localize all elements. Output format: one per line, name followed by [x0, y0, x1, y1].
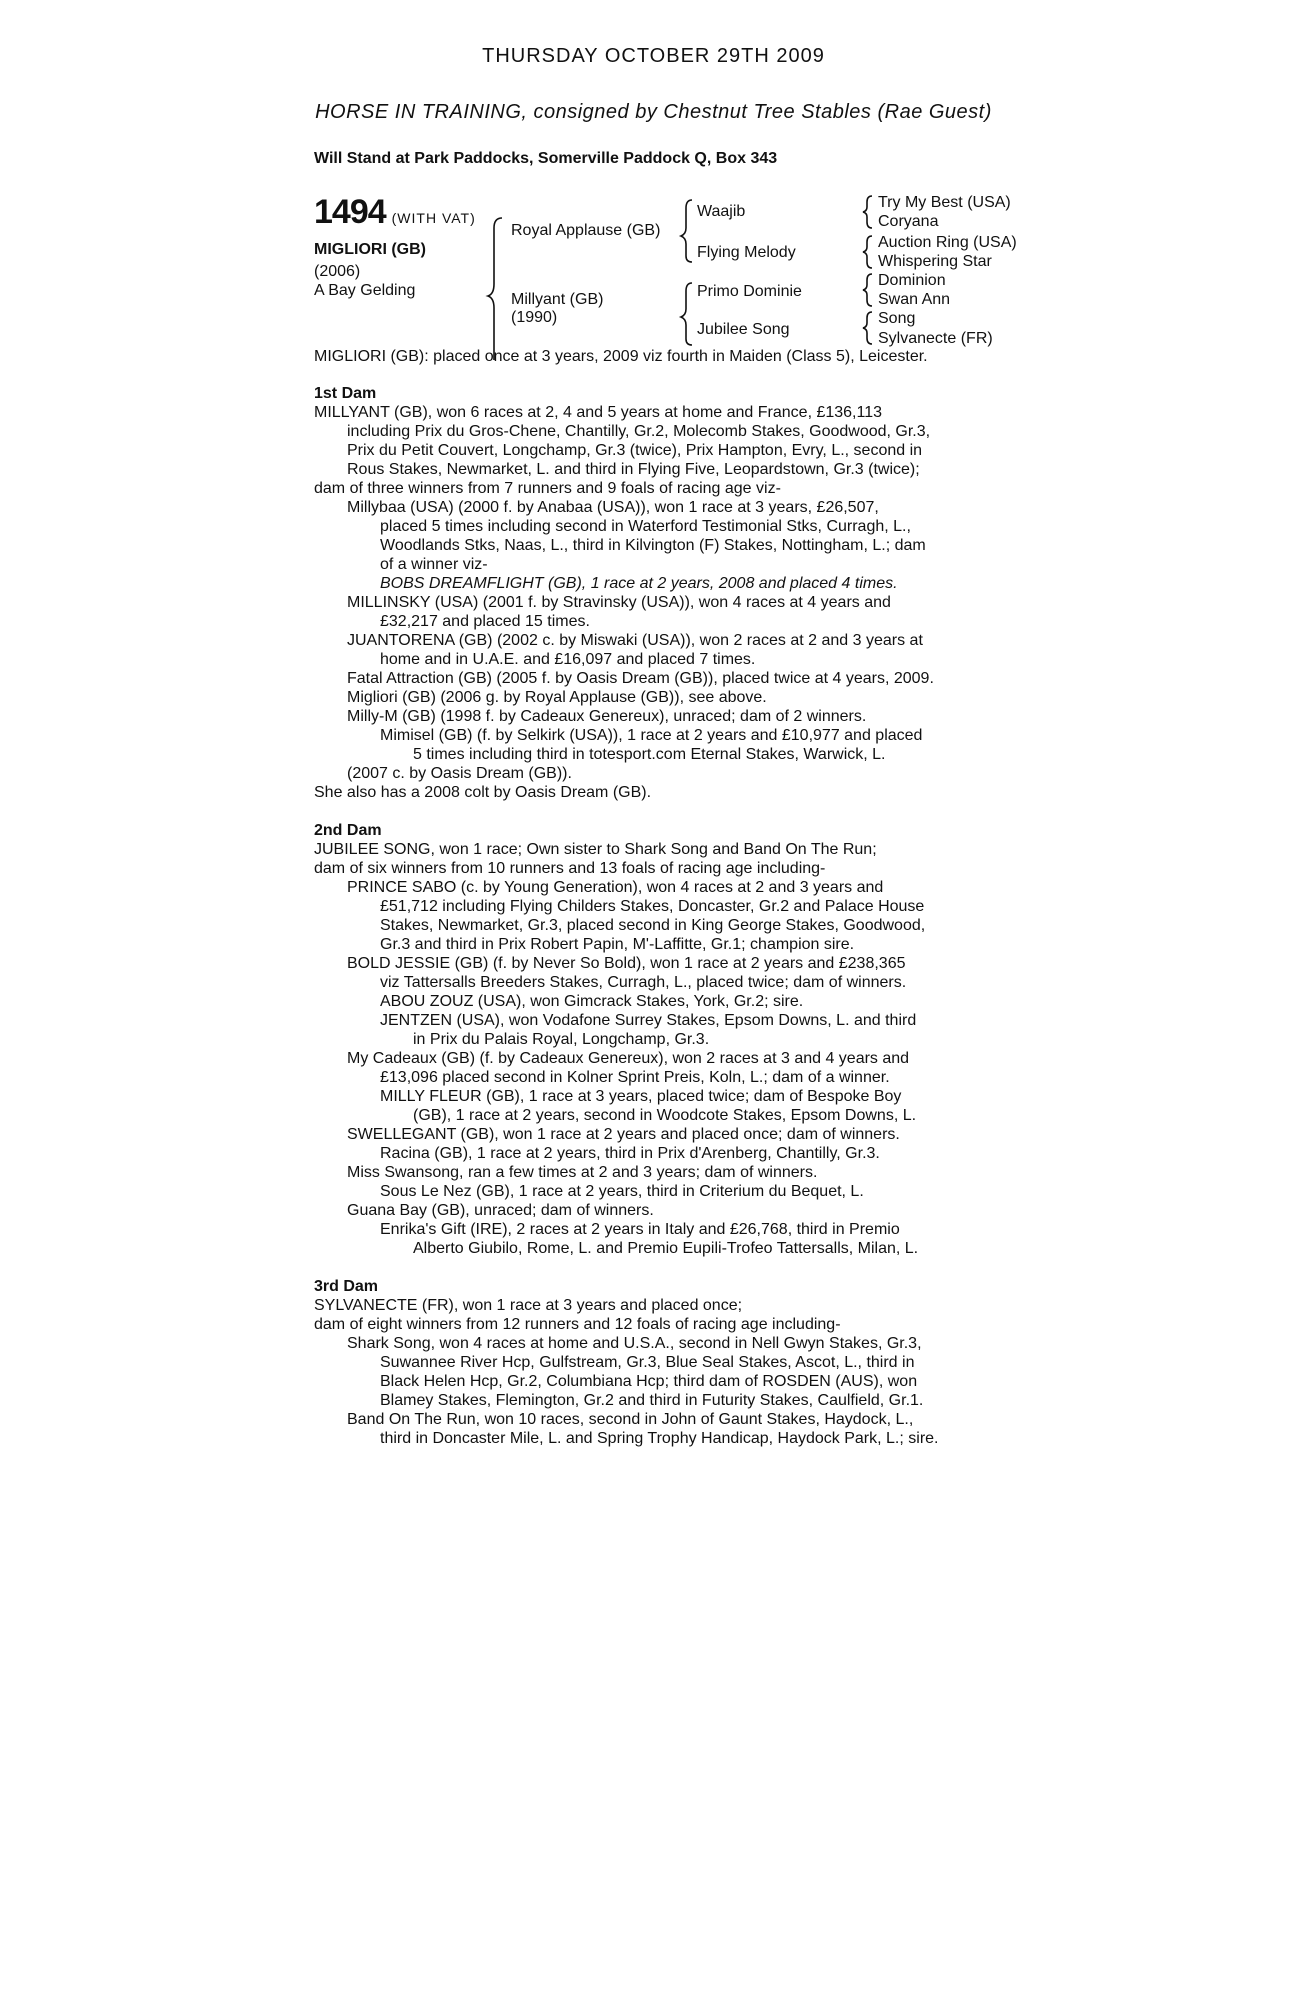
first-dam-line: Prix du Petit Couvert, Longchamp, Gr.3 (twice), Prix Hampton, Evry, L., second in — [347, 442, 923, 459]
third-dam-line: third in Doncaster Mile, L. and Spring Trophy Handicap, Haydock Park, L.; sire. — [380, 1430, 939, 1447]
second-dam-line: SWELLEGANT (GB), won 1 race at 2 years and placed once; dam of winners. — [347, 1126, 900, 1143]
first-dam-line: MILLINSKY (USA) (2001 f. by Stravinsky (USA)), won 4 races at 4 years and — [347, 594, 891, 611]
first-dam-line: home and in U.A.E. and £16,097 and placed 7 times. — [380, 651, 756, 668]
horse-year: (2006) — [314, 263, 361, 280]
second-dam-line: Sous Le Nez (GB), 1 race at 2 years, third in Criterium du Bequet, L. — [380, 1183, 864, 1200]
sire-sire: Waajib — [697, 203, 746, 220]
first-dam-line: Millybaa (USA) (2000 f. by Anabaa (USA)), won 1 race at 3 years, £26,507, — [347, 499, 879, 516]
second-dam-section — [314, 821, 994, 1258]
second-dam-line: £13,096 placed second in Kolner Sprint Preis, Koln, L.; dam of a winner. — [380, 1069, 890, 1086]
grandsire-1: Try My Best (USA) — [878, 194, 1011, 211]
horse-name: MIGLIORI (GB) — [314, 241, 426, 258]
third-dam-line: dam of eight winners from 12 runners and 12 foals of racing age including- — [314, 1316, 841, 1333]
first-dam-line: £32,217 and placed 15 times. — [380, 613, 590, 630]
second-dam-line: PRINCE SABO (c. by Young Generation), won 4 races at 2 and 3 years and — [347, 879, 884, 896]
horse-description: A Bay Gelding — [314, 282, 416, 299]
dam-dam: Jubilee Song — [697, 321, 790, 338]
second-dam-line: JUBILEE SONG, won 1 race; Own sister to Shark Song and Band On The Run; — [314, 841, 877, 858]
second-dam-line: Gr.3 and third in Prix Robert Papin, M'-Laffitte, Gr.1; champion sire. — [380, 936, 855, 953]
first-dam-line: of a winner viz- — [380, 556, 488, 573]
second-dam-line: dam of six winners from 10 runners and 13 foals of racing age including- — [314, 860, 826, 877]
second-dam-heading: 2nd Dam — [314, 822, 382, 839]
second-dam-line: £51,712 including Flying Childers Stakes, Doncaster, Gr.2 and Palace House — [380, 898, 925, 915]
dam: Millyant (GB) — [511, 291, 604, 308]
grandsire-8: Sylvanecte (FR) — [878, 330, 993, 347]
stand-location: Will Stand at Park Paddocks, Somerville Paddock Q, Box 343 — [314, 150, 778, 167]
third-dam-section — [314, 1277, 994, 1448]
vat-label: (WITH VAT) — [391, 210, 476, 226]
second-dam-line: Miss Swansong, ran a few times at 2 and 3 years; dam of winners. — [347, 1164, 818, 1181]
sale-date: THURSDAY OCTOBER 29TH 2009 — [482, 45, 825, 67]
second-dam-line: My Cadeaux (GB) (f. by Cadeaux Genereux), won 2 races at 3 and 4 years and — [347, 1050, 910, 1067]
second-dam-line: Racina (GB), 1 race at 2 years, third in Prix d'Arenberg, Chantilly, Gr.3. — [380, 1145, 880, 1162]
first-dam-line: 5 times including third in totesport.com Eternal Stakes, Warwick, L. — [413, 746, 886, 763]
second-dam-line: ABOU ZOUZ (USA), won Gimcrack Stakes, York, Gr.2; sire. — [380, 993, 804, 1010]
first-dam-line: dam of three winners from 7 runners and 9 foals of racing age viz- — [314, 480, 781, 497]
third-dam-line: Blamey Stakes, Flemington, Gr.2 and third in Futurity Stakes, Caulfield, Gr.1. — [380, 1392, 924, 1409]
first-dam-line: including Prix du Gros-Chene, Chantilly, Gr.2, Molecomb Stakes, Goodwood, Gr.3, — [347, 423, 931, 440]
second-dam-line: JENTZEN (USA), won Vodafone Surrey Stakes, Epsom Downs, L. and third — [380, 1012, 917, 1029]
brace-sire — [681, 200, 692, 262]
grandsire-7: Song — [878, 310, 916, 327]
second-dam-line: Stakes, Newmarket, Gr.3, placed second in King George Stakes, Goodwood, — [380, 917, 926, 934]
second-dam-line: Guana Bay (GB), unraced; dam of winners. — [347, 1202, 654, 1219]
first-dam-line: BOBS DREAMFLIGHT (GB), 1 race at 2 years, 2008 and placed 4 times. — [380, 575, 898, 592]
first-dam-line: Fatal Attraction (GB) (2005 f. by Oasis Dream (GB)), placed twice at 4 years, 2009. — [347, 670, 934, 687]
third-dam-line: Suwannee River Hcp, Gulfstream, Gr.3, Blue Seal Stakes, Ascot, L., third in — [380, 1354, 915, 1371]
grandsire-3: Auction Ring (USA) — [878, 234, 1017, 251]
first-dam-line: Migliori (GB) (2006 g. by Royal Applause (GB)), see above. — [347, 689, 767, 706]
race-summary: MIGLIORI (GB): placed once at 3 years, 2009 viz fourth in Maiden (Class 5), Leicester. — [314, 348, 928, 365]
brace-g12 — [863, 196, 872, 228]
second-dam-line: MILLY FLEUR (GB), 1 race at 3 years, placed twice; dam of Bespoke Boy — [380, 1088, 902, 1105]
grandsire-6: Swan Ann — [878, 291, 951, 308]
lot-number: 1494 — [314, 193, 386, 231]
first-dam-heading: 1st Dam — [314, 385, 377, 402]
dam-sire: Primo Dominie — [697, 283, 802, 300]
first-dam-line: MILLYANT (GB), won 6 races at 2, 4 and 5 years at home and France, £136,113 — [314, 404, 883, 421]
third-dam-line: Black Helen Hcp, Gr.2, Columbiana Hcp; third dam of ROSDEN (AUS), won — [380, 1373, 918, 1390]
first-dam-section — [314, 384, 994, 802]
first-dam-line: JUANTORENA (GB) (2002 c. by Miswaki (USA)), won 2 races at 2 and 3 years at — [347, 632, 923, 649]
second-dam-line: BOLD JESSIE (GB) (f. by Never So Bold), won 1 race at 2 years and £238,365 — [347, 955, 906, 972]
grandsire-2: Coryana — [878, 213, 939, 230]
brace-g34 — [863, 236, 872, 268]
first-dam-line: Mimisel (GB) (f. by Selkirk (USA)), 1 race at 2 years and £10,977 and placed — [380, 727, 923, 744]
first-dam-line: Woodlands Stks, Naas, L., third in Kilvington (F) Stakes, Nottingham, L.; dam — [380, 537, 926, 554]
grandsire-5: Dominion — [878, 272, 946, 289]
first-dam-line: Rous Stakes, Newmarket, L. and third in Flying Five, Leopardstown, Gr.3 (twice); — [347, 461, 920, 478]
brace-dam — [681, 283, 692, 345]
second-dam-line: in Prix du Palais Royal, Longchamp, Gr.3. — [413, 1031, 710, 1048]
sire: Royal Applause (GB) — [511, 222, 661, 239]
first-dam-line: (2007 c. by Oasis Dream (GB)). — [347, 765, 572, 782]
third-dam-heading: 3rd Dam — [314, 1278, 379, 1295]
first-dam-line: Milly-M (GB) (1998 f. by Cadeaux Genereux), unraced; dam of 2 winners. — [347, 708, 867, 725]
grandsire-4: Whispering Star — [878, 253, 992, 270]
second-dam-line: (GB), 1 race at 2 years, second in Woodcote Stakes, Epsom Downs, L. — [413, 1107, 917, 1124]
dam-year: (1990) — [511, 309, 558, 326]
third-dam-line: Shark Song, won 4 races at home and U.S.A., second in Nell Gwyn Stakes, Gr.3, — [347, 1335, 922, 1352]
first-dam-line: She also has a 2008 colt by Oasis Dream (GB). — [314, 784, 652, 801]
second-dam-line: Alberto Giubilo, Rome, L. and Premio Eupili-Trofeo Tattersalls, Milan, L. — [413, 1240, 919, 1257]
pedigree-braces — [0, 0, 1307, 360]
brace-g78 — [863, 312, 872, 344]
second-dam-line: Enrika's Gift (IRE), 2 races at 2 years in Italy and £26,768, third in Premio — [380, 1221, 900, 1238]
third-dam-line: Band On The Run, won 10 races, second in John of Gaunt Stakes, Haydock, L., — [347, 1411, 914, 1428]
brace-g56 — [863, 274, 872, 306]
second-dam-line: viz Tattersalls Breeders Stakes, Curragh, L., placed twice; dam of winners. — [380, 974, 907, 991]
third-dam-line: SYLVANECTE (FR), won 1 race at 3 years and placed once; — [314, 1297, 743, 1314]
first-dam-line: placed 5 times including second in Waterford Testimonial Stks, Curragh, L., — [380, 518, 911, 535]
sire-dam: Flying Melody — [697, 244, 796, 261]
brace-main — [488, 218, 502, 360]
consignor-line: HORSE IN TRAINING, consigned by Chestnut Tree Stables (Rae Guest) — [315, 101, 992, 123]
